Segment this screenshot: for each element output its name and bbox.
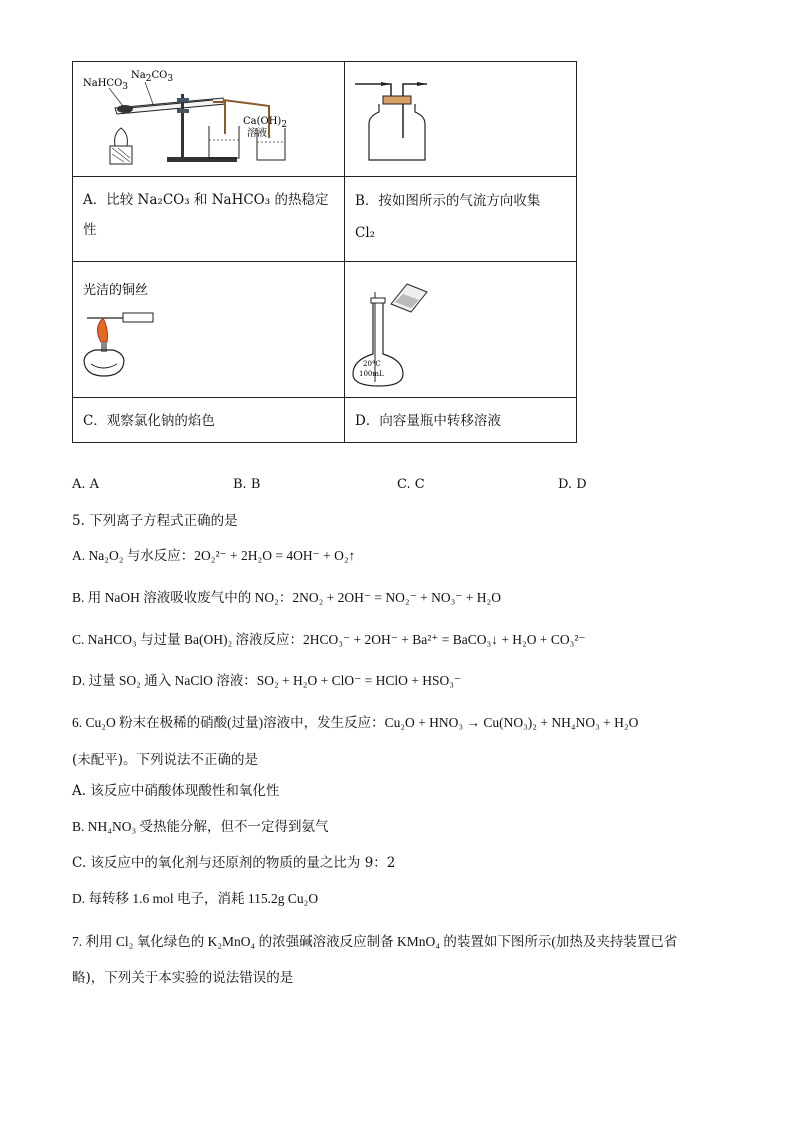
arrow-in-icon <box>381 82 391 86</box>
label-solution: 溶液 <box>247 128 267 139</box>
cell-c-figure <box>73 262 345 398</box>
label-caoh2: Ca(OH)2 <box>243 116 288 130</box>
choice-c[interactable]: C. C <box>397 477 425 492</box>
cell-d-caption <box>345 398 577 443</box>
q5-option-d[interactable]: D. 过量 SO₂ 通入 NaClO 溶液：SO₂ + H₂O + ClO⁻ = HClO + HSO₃⁻ <box>72 673 462 688</box>
cell-b-caption <box>345 177 577 262</box>
flame-icon <box>97 318 107 342</box>
q7-stem-line2: 略)，下列关于本实验的说法错误的是 <box>72 970 294 986</box>
stopper <box>383 96 411 104</box>
caption-b-line2: Cl₂ <box>355 225 376 241</box>
q5-option-b[interactable]: B. 用 NaOH 溶液吸收废气中的 NO₂：2NO₂ + 2OH⁻ = NO₂⁻ + NO₃⁻ + H₂O <box>72 590 501 605</box>
q6-option-c[interactable]: C. 该反应中的氧化剂与还原剂的物质的量之比为 9：2 <box>72 855 396 871</box>
label-nahco3: NaHCO3 <box>83 78 129 92</box>
clamp-2 <box>177 109 189 113</box>
choice-b[interactable]: B. B <box>233 477 261 492</box>
bottle <box>369 104 425 160</box>
cell-b-figure <box>345 62 577 177</box>
thermal-stability-apparatus <box>73 62 344 176</box>
q7-stem-line1: 7. 利用 Cl₂ 氧化绿色的 K₂MnO₄ 的浓强碱溶液反应制备 KMnO₄ 的装置如下图所示(加热及夹持装置已省 <box>72 934 678 949</box>
flame-icon <box>115 128 128 146</box>
q6-option-a[interactable]: A. 该反应中硝酸体现酸性和氧化性 <box>72 783 280 799</box>
arrow-out-icon <box>417 82 427 86</box>
stand-rod <box>181 94 184 158</box>
gas-collection-bottle <box>345 62 576 176</box>
volumetric-flask-setup <box>345 262 576 397</box>
cell-a-figure <box>73 62 345 177</box>
alcohol-lamp <box>84 350 124 376</box>
delivery-tube-1 <box>213 102 225 134</box>
options-table <box>72 61 577 443</box>
caption-b-line1: B．按如图所示的气流方向收集 <box>355 193 541 209</box>
wire-handle <box>123 313 153 322</box>
cell-a-caption <box>73 177 345 262</box>
label-copper-wire: 光洁的铜丝 <box>83 283 149 298</box>
q6-option-b[interactable]: B. NH₄NO₃ 受热能分解，但不一定得到氨气 <box>72 819 329 834</box>
flask-temp: 20°C <box>363 360 381 368</box>
q6-option-d[interactable]: D. 每转移 1.6 mol 电子，消耗 115.2g Cu₂O <box>72 891 319 906</box>
q6-stem-line2: (未配平)。下列说法不正确的是 <box>72 752 259 768</box>
flame-test-setup <box>73 262 344 397</box>
q6-stem-line1: 6. Cu₂O 粉末在极稀的硝酸(过量)溶液中，发生反应：Cu₂O + HNO₃ → Cu(NO₃)₂ + NH₄NO₃ + H₂O <box>72 715 639 730</box>
clamp <box>177 98 189 102</box>
q5-option-a[interactable]: A. Na₂O₂ 与水反应：2O₂²⁻ + 2H₂O = 4OH⁻ + O₂↑ <box>72 548 356 563</box>
choice-d[interactable]: D. D <box>558 477 587 492</box>
flask-neck <box>371 298 385 303</box>
caption-c: C．观察氯化钠的焰色 <box>83 413 215 429</box>
q5-stem: 5. 下列离子方程式正确的是 <box>72 513 238 529</box>
label-na2co3: Na2CO3 <box>131 70 174 84</box>
solid-sample <box>117 105 133 113</box>
caption-a: A．比较 Na₂CO₃ 和 NaHCO₃ 的热稳定性 <box>83 192 329 238</box>
lamp-liquid <box>91 364 117 368</box>
caption-d: D．向容量瓶中转移溶液 <box>355 413 501 429</box>
choice-a[interactable]: A. A <box>72 477 100 492</box>
q5-option-c[interactable]: C. NaHCO₃ 与过量 Ba(OH)₂ 溶液反应：2HCO₃⁻ + 2OH⁻ + Ba²⁺ = BaCO₃↓ + H₂O + CO₃²⁻ <box>72 632 586 647</box>
flask-volume: 100mL <box>359 370 384 378</box>
cell-c-caption <box>73 398 345 443</box>
cell-d-figure <box>345 262 577 398</box>
